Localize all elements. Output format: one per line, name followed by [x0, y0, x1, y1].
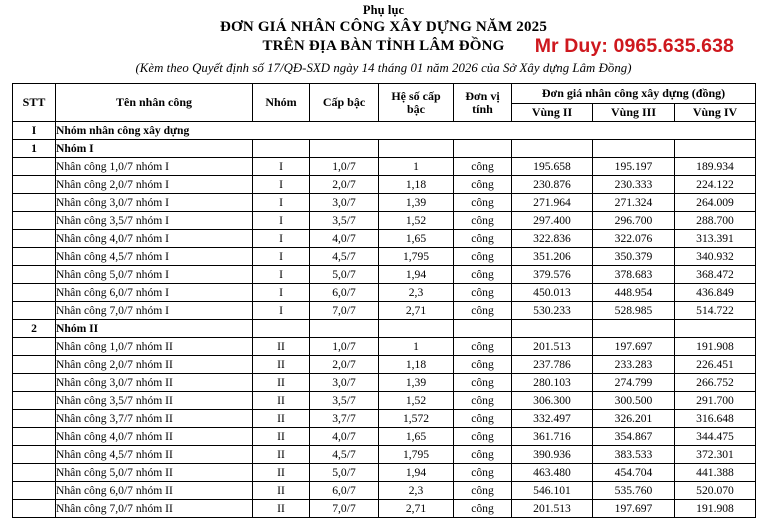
cell-name: Nhân công 3,0/7 nhóm II	[56, 374, 253, 392]
cell-zone3: 230.333	[593, 176, 675, 194]
table-row	[13, 212, 756, 230]
cell-coefficient: 1,65	[379, 428, 454, 446]
table-row	[13, 428, 756, 446]
price-table-container	[12, 83, 755, 518]
cell-stt	[13, 338, 56, 356]
table-row	[13, 194, 756, 212]
cell-stt	[13, 428, 56, 446]
cell-coefficient: 1,18	[379, 356, 454, 374]
cell-group: II	[253, 356, 310, 374]
column-header-zone2: Vùng II	[512, 104, 593, 122]
cell-name: Nhân công 3,0/7 nhóm I	[56, 194, 253, 212]
cell-level: 5,0/7	[310, 464, 379, 482]
table-row	[13, 356, 756, 374]
cell-unit: công	[454, 500, 512, 518]
cell-zone2: 463.480	[512, 464, 593, 482]
cell-zone2: 450.013	[512, 284, 593, 302]
cell-group: II	[253, 500, 310, 518]
cell-level: 1,0/7	[310, 338, 379, 356]
cell-zone4: 291.700	[675, 392, 756, 410]
cell-unit: công	[454, 302, 512, 320]
table-section-row	[13, 122, 756, 140]
cell-name: Nhân công 1,0/7 nhóm II	[56, 338, 253, 356]
cell-stt: I	[13, 122, 56, 140]
table-row	[13, 446, 756, 464]
cell-name: Nhân công 4,5/7 nhóm I	[56, 248, 253, 266]
cell-unit: công	[454, 338, 512, 356]
cell-unit: công	[454, 266, 512, 284]
cell-level: 4,0/7	[310, 230, 379, 248]
cell-level: 3,7/7	[310, 410, 379, 428]
column-header-zone3: Vùng III	[593, 104, 675, 122]
cell-coefficient: 2,3	[379, 284, 454, 302]
cell-zone3: 322.076	[593, 230, 675, 248]
cell-name: Nhân công 3,7/7 nhóm II	[56, 410, 253, 428]
cell-name: Nhân công 4,5/7 nhóm II	[56, 446, 253, 464]
cell-coefficient: 1,572	[379, 410, 454, 428]
cell-name: Nhân công 7,0/7 nhóm II	[56, 500, 253, 518]
cell-zone2: 201.513	[512, 338, 593, 356]
table-header	[13, 84, 756, 122]
cell-zone2: 280.103	[512, 374, 593, 392]
cell-name: Nhóm II	[56, 320, 253, 338]
cell-level: 7,0/7	[310, 500, 379, 518]
cell-group: I	[253, 158, 310, 176]
cell-stt	[13, 356, 56, 374]
cell-zone4: 264.009	[675, 194, 756, 212]
document-title-line-1: ĐƠN GIÁ NHÂN CÔNG XÂY DỰNG NĂM 2025	[219, 19, 548, 35]
table-section-row	[13, 320, 756, 338]
cell-zone2: 390.936	[512, 446, 593, 464]
labor-price-table	[12, 83, 756, 518]
cell-zone2: 530.233	[512, 302, 593, 320]
cell-zone3: 274.799	[593, 374, 675, 392]
cell-level: 3,0/7	[310, 374, 379, 392]
table-row	[13, 158, 756, 176]
cell-zone3: 354.867	[593, 428, 675, 446]
cell-name: Nhân công 5,0/7 nhóm II	[56, 464, 253, 482]
cell-name: Nhân công 3,5/7 nhóm I	[56, 212, 253, 230]
cell-unit: công	[454, 248, 512, 266]
cell-group: II	[253, 428, 310, 446]
cell-coefficient: 1,52	[379, 212, 454, 230]
cell-zone4: 340.932	[675, 248, 756, 266]
appendix-label: Phụ lục	[362, 3, 405, 17]
cell-zone2: 237.786	[512, 356, 593, 374]
cell-unit	[454, 320, 512, 338]
cell-stt	[13, 374, 56, 392]
cell-group: I	[253, 248, 310, 266]
cell-group: I	[253, 230, 310, 248]
document-subtitle: (Kèm theo Quyết định số 17/QĐ-SXD ngày 14 tháng 01 năm 2026 của Sở Xây dựng Lâm Đồng)	[135, 61, 632, 75]
table-row	[13, 392, 756, 410]
column-header-coefficient: Hệ số cấp bậc	[379, 84, 454, 122]
document-title-line-2: TRÊN ĐỊA BÀN TỈNH LÂM ĐỒNG	[262, 38, 505, 54]
column-header-group: Nhóm	[253, 84, 310, 122]
cell-zone4	[675, 140, 756, 158]
cell-group: I	[253, 176, 310, 194]
cell-level: 2,0/7	[310, 176, 379, 194]
cell-level: 3,0/7	[310, 194, 379, 212]
cell-zone2	[512, 320, 593, 338]
cell-group: II	[253, 482, 310, 500]
cell-name: Nhân công 7,0/7 nhóm I	[56, 302, 253, 320]
cell-zone4: 226.451	[675, 356, 756, 374]
cell-zone2: 379.576	[512, 266, 593, 284]
cell-level: 6,0/7	[310, 482, 379, 500]
cell-zone3: 233.283	[593, 356, 675, 374]
cell-coefficient: 1,795	[379, 248, 454, 266]
cell-name: Nhân công 6,0/7 nhóm II	[56, 482, 253, 500]
table-row	[13, 338, 756, 356]
table-row	[13, 500, 756, 518]
cell-zone3: 300.500	[593, 392, 675, 410]
cell-zone3: 535.760	[593, 482, 675, 500]
cell-coefficient	[379, 320, 454, 338]
cell-stt	[13, 230, 56, 248]
cell-zone2: 297.400	[512, 212, 593, 230]
cell-zone3: 528.985	[593, 302, 675, 320]
cell-group	[253, 320, 310, 338]
cell-level: 4,5/7	[310, 446, 379, 464]
cell-zone4: 441.388	[675, 464, 756, 482]
cell-group: I	[253, 194, 310, 212]
cell-zone4: 436.849	[675, 284, 756, 302]
cell-zone3: 350.379	[593, 248, 675, 266]
cell-zone4: 514.722	[675, 302, 756, 320]
cell-unit: công	[454, 284, 512, 302]
cell-zone3: 296.700	[593, 212, 675, 230]
cell-zone3: 378.683	[593, 266, 675, 284]
cell-zone4: 316.648	[675, 410, 756, 428]
cell-unit: công	[454, 482, 512, 500]
cell-coefficient: 2,71	[379, 500, 454, 518]
cell-zone4: 288.700	[675, 212, 756, 230]
cell-zone3: 271.324	[593, 194, 675, 212]
cell-level	[310, 140, 379, 158]
cell-level: 4,0/7	[310, 428, 379, 446]
table-row	[13, 230, 756, 248]
cell-stt	[13, 194, 56, 212]
cell-group: I	[253, 284, 310, 302]
cell-stt	[13, 410, 56, 428]
cell-level: 3,5/7	[310, 392, 379, 410]
cell-name: Nhân công 5,0/7 nhóm I	[56, 266, 253, 284]
cell-zone2	[512, 140, 593, 158]
contact-phone-stamp: Mr Duy: 0965.635.638	[534, 35, 734, 57]
cell-stt	[13, 392, 56, 410]
cell-zone3: 454.704	[593, 464, 675, 482]
column-header-stt: STT	[13, 84, 56, 122]
cell-zone2: 306.300	[512, 392, 593, 410]
table-body	[13, 122, 756, 518]
cell-zone3: 448.954	[593, 284, 675, 302]
cell-level	[310, 320, 379, 338]
table-row	[13, 302, 756, 320]
cell-unit: công	[454, 446, 512, 464]
column-header-level: Cấp bậc	[310, 84, 379, 122]
cell-zone4: 189.934	[675, 158, 756, 176]
cell-level: 2,0/7	[310, 356, 379, 374]
cell-zone2: 351.206	[512, 248, 593, 266]
cell-coefficient: 1	[379, 158, 454, 176]
cell-level: 7,0/7	[310, 302, 379, 320]
cell-zone4: 520.070	[675, 482, 756, 500]
cell-level: 3,5/7	[310, 212, 379, 230]
title-and-stamp-row	[0, 37, 767, 57]
cell-unit: công	[454, 356, 512, 374]
cell-unit: công	[454, 212, 512, 230]
cell-name: Nhóm nhân công xây dựng	[56, 122, 756, 140]
table-row	[13, 284, 756, 302]
cell-zone4: 224.122	[675, 176, 756, 194]
cell-coefficient: 1,65	[379, 230, 454, 248]
cell-stt: 1	[13, 140, 56, 158]
table-header-row-1	[13, 84, 756, 104]
cell-group: II	[253, 392, 310, 410]
cell-zone4: 191.908	[675, 500, 756, 518]
cell-name: Nhân công 4,0/7 nhóm II	[56, 428, 253, 446]
table-row	[13, 482, 756, 500]
cell-stt	[13, 500, 56, 518]
cell-unit	[454, 140, 512, 158]
cell-coefficient: 1,94	[379, 266, 454, 284]
cell-group: II	[253, 464, 310, 482]
cell-zone4	[675, 320, 756, 338]
cell-zone2: 332.497	[512, 410, 593, 428]
column-header-unit: Đơn vị tính	[454, 84, 512, 122]
cell-zone3: 326.201	[593, 410, 675, 428]
cell-unit: công	[454, 464, 512, 482]
cell-coefficient: 1	[379, 338, 454, 356]
cell-coefficient: 1,39	[379, 374, 454, 392]
cell-zone3: 197.697	[593, 338, 675, 356]
cell-name: Nhân công 3,5/7 nhóm II	[56, 392, 253, 410]
cell-zone4: 191.908	[675, 338, 756, 356]
table-row	[13, 176, 756, 194]
cell-unit: công	[454, 230, 512, 248]
cell-group: II	[253, 374, 310, 392]
table-row	[13, 374, 756, 392]
column-header-price-group: Đơn giá nhân công xây dựng (đồng)	[512, 84, 756, 104]
cell-group: I	[253, 266, 310, 284]
cell-coefficient	[379, 140, 454, 158]
cell-name: Nhân công 6,0/7 nhóm I	[56, 284, 253, 302]
cell-level: 6,0/7	[310, 284, 379, 302]
cell-stt	[13, 284, 56, 302]
cell-stt	[13, 266, 56, 284]
cell-name: Nhân công 2,0/7 nhóm II	[56, 356, 253, 374]
cell-unit: công	[454, 392, 512, 410]
cell-group: II	[253, 338, 310, 356]
cell-zone3	[593, 140, 675, 158]
cell-coefficient: 1,39	[379, 194, 454, 212]
cell-stt	[13, 302, 56, 320]
cell-stt	[13, 212, 56, 230]
cell-zone2: 322.836	[512, 230, 593, 248]
cell-zone3: 383.533	[593, 446, 675, 464]
cell-zone2: 195.658	[512, 158, 593, 176]
cell-stt	[13, 482, 56, 500]
cell-unit: công	[454, 176, 512, 194]
cell-stt	[13, 158, 56, 176]
cell-zone2: 546.101	[512, 482, 593, 500]
cell-name: Nhân công 4,0/7 nhóm I	[56, 230, 253, 248]
table-row	[13, 248, 756, 266]
cell-unit: công	[454, 374, 512, 392]
cell-zone2: 271.964	[512, 194, 593, 212]
cell-coefficient: 1,795	[379, 446, 454, 464]
column-header-name: Tên nhân công	[56, 84, 253, 122]
cell-level: 5,0/7	[310, 266, 379, 284]
cell-zone3: 195.197	[593, 158, 675, 176]
cell-level: 4,5/7	[310, 248, 379, 266]
cell-name: Nhân công 2,0/7 nhóm I	[56, 176, 253, 194]
cell-stt	[13, 446, 56, 464]
cell-stt	[13, 464, 56, 482]
cell-zone4: 344.475	[675, 428, 756, 446]
table-row	[13, 410, 756, 428]
cell-zone2: 201.513	[512, 500, 593, 518]
cell-group	[253, 140, 310, 158]
cell-coefficient: 2,3	[379, 482, 454, 500]
cell-group: I	[253, 212, 310, 230]
cell-stt	[13, 248, 56, 266]
cell-coefficient: 1,94	[379, 464, 454, 482]
cell-coefficient: 2,71	[379, 302, 454, 320]
cell-zone4: 372.301	[675, 446, 756, 464]
cell-zone4: 313.391	[675, 230, 756, 248]
cell-zone2: 361.716	[512, 428, 593, 446]
cell-zone3	[593, 320, 675, 338]
cell-unit: công	[454, 158, 512, 176]
cell-coefficient: 1,52	[379, 392, 454, 410]
cell-stt	[13, 176, 56, 194]
cell-unit: công	[454, 428, 512, 446]
cell-stt: 2	[13, 320, 56, 338]
cell-coefficient: 1,18	[379, 176, 454, 194]
table-row	[13, 464, 756, 482]
table-section-row	[13, 140, 756, 158]
cell-name: Nhóm I	[56, 140, 253, 158]
cell-name: Nhân công 1,0/7 nhóm I	[56, 158, 253, 176]
cell-level: 1,0/7	[310, 158, 379, 176]
cell-group: I	[253, 302, 310, 320]
cell-zone4: 266.752	[675, 374, 756, 392]
cell-zone4: 368.472	[675, 266, 756, 284]
column-header-zone4: Vùng IV	[675, 104, 756, 122]
document-heading	[0, 0, 767, 77]
cell-zone2: 230.876	[512, 176, 593, 194]
cell-zone3: 197.697	[593, 500, 675, 518]
cell-group: II	[253, 410, 310, 428]
cell-unit: công	[454, 410, 512, 428]
table-row	[13, 266, 756, 284]
cell-group: II	[253, 446, 310, 464]
cell-unit: công	[454, 194, 512, 212]
